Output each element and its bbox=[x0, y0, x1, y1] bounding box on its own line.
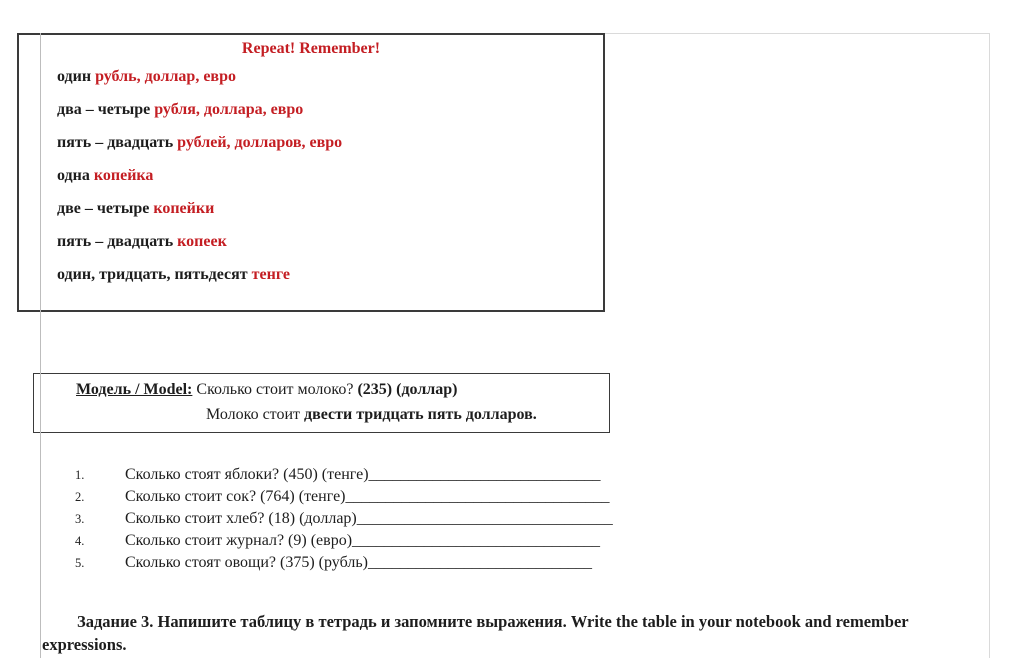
page-left-edge bbox=[40, 33, 41, 658]
repeat-remember-box bbox=[17, 33, 605, 312]
item-question: Сколько стоит сок? (764) (тенге) bbox=[125, 488, 346, 505]
model-answer-bold: двести тридцать пять долларов. bbox=[304, 406, 537, 423]
model-label: Модель / Model: bbox=[76, 381, 193, 398]
row-red-text: рублей, долларов, евро bbox=[177, 134, 343, 151]
item-number: 4. bbox=[75, 534, 85, 548]
item-number: 3. bbox=[75, 512, 85, 526]
model-answer-line bbox=[206, 404, 609, 426]
row-black-text: один, тридцать, пятьдесят bbox=[57, 266, 248, 283]
item-question: Сколько стоит журнал? (9) (евро) bbox=[125, 532, 353, 549]
repeat-box-rows bbox=[19, 60, 603, 291]
row-red-text: рубля, доллара, евро bbox=[154, 101, 304, 118]
answer-blank: ____________________________ bbox=[367, 554, 592, 571]
page-right-edge bbox=[989, 33, 990, 658]
repeat-row bbox=[57, 192, 603, 225]
item-question: Сколько стоят овощи? (375) (рубль) bbox=[125, 554, 368, 571]
item-number: 2. bbox=[75, 490, 85, 504]
row-black-text: пять – двадцать bbox=[57, 134, 174, 151]
answer-blank: _______________________________ bbox=[352, 532, 601, 549]
exercise-item bbox=[75, 486, 613, 508]
row-red-text: рубль, доллар, евро bbox=[95, 68, 236, 85]
item-number: 1. bbox=[75, 468, 85, 482]
row-red-text: тенге bbox=[251, 266, 291, 283]
row-black-text: две – четыре bbox=[57, 200, 150, 217]
exercise-item bbox=[75, 464, 613, 486]
repeat-row bbox=[57, 159, 603, 192]
row-black-text: один bbox=[57, 68, 92, 85]
model-example-box bbox=[33, 373, 610, 433]
repeat-row bbox=[57, 225, 603, 258]
row-black-text: одна bbox=[57, 167, 90, 184]
exercise-item bbox=[75, 508, 613, 530]
answer-blank: _____________________________ bbox=[368, 466, 601, 483]
row-red-text: копейки bbox=[153, 200, 215, 217]
item-question: Сколько стоят яблоки? (450) (тенге) bbox=[125, 466, 369, 483]
row-red-text: копеек bbox=[177, 233, 227, 250]
exercise-list bbox=[75, 464, 613, 574]
model-question-line bbox=[76, 379, 609, 401]
item-number: 5. bbox=[75, 556, 85, 570]
row-black-text: пять – двадцать bbox=[57, 233, 174, 250]
row-red-text: копейка bbox=[93, 167, 154, 184]
model-question-bold: (235) (доллар) bbox=[357, 381, 458, 398]
task-instruction: Задание 3. Напишите таблицу в тетрадь и запомните выражения. Write the table in your notebook and remember expressions. bbox=[42, 611, 909, 654]
item-question: Сколько стоит хлеб? (18) (доллар) bbox=[125, 510, 357, 527]
answer-blank: ________________________________ bbox=[356, 510, 613, 527]
exercise-item bbox=[75, 552, 613, 574]
exercise-item bbox=[75, 530, 613, 552]
repeat-row bbox=[57, 93, 603, 126]
answer-blank: _________________________________ bbox=[345, 488, 610, 505]
repeat-row bbox=[57, 60, 603, 93]
repeat-box-title: Repeat! Remember! bbox=[241, 40, 381, 57]
repeat-row bbox=[57, 258, 603, 291]
repeat-row bbox=[57, 126, 603, 159]
model-answer-plain: Молоко стоит bbox=[206, 406, 300, 423]
model-question-plain: Сколько стоит молоко? bbox=[196, 381, 354, 398]
row-black-text: два – четыре bbox=[57, 101, 151, 118]
